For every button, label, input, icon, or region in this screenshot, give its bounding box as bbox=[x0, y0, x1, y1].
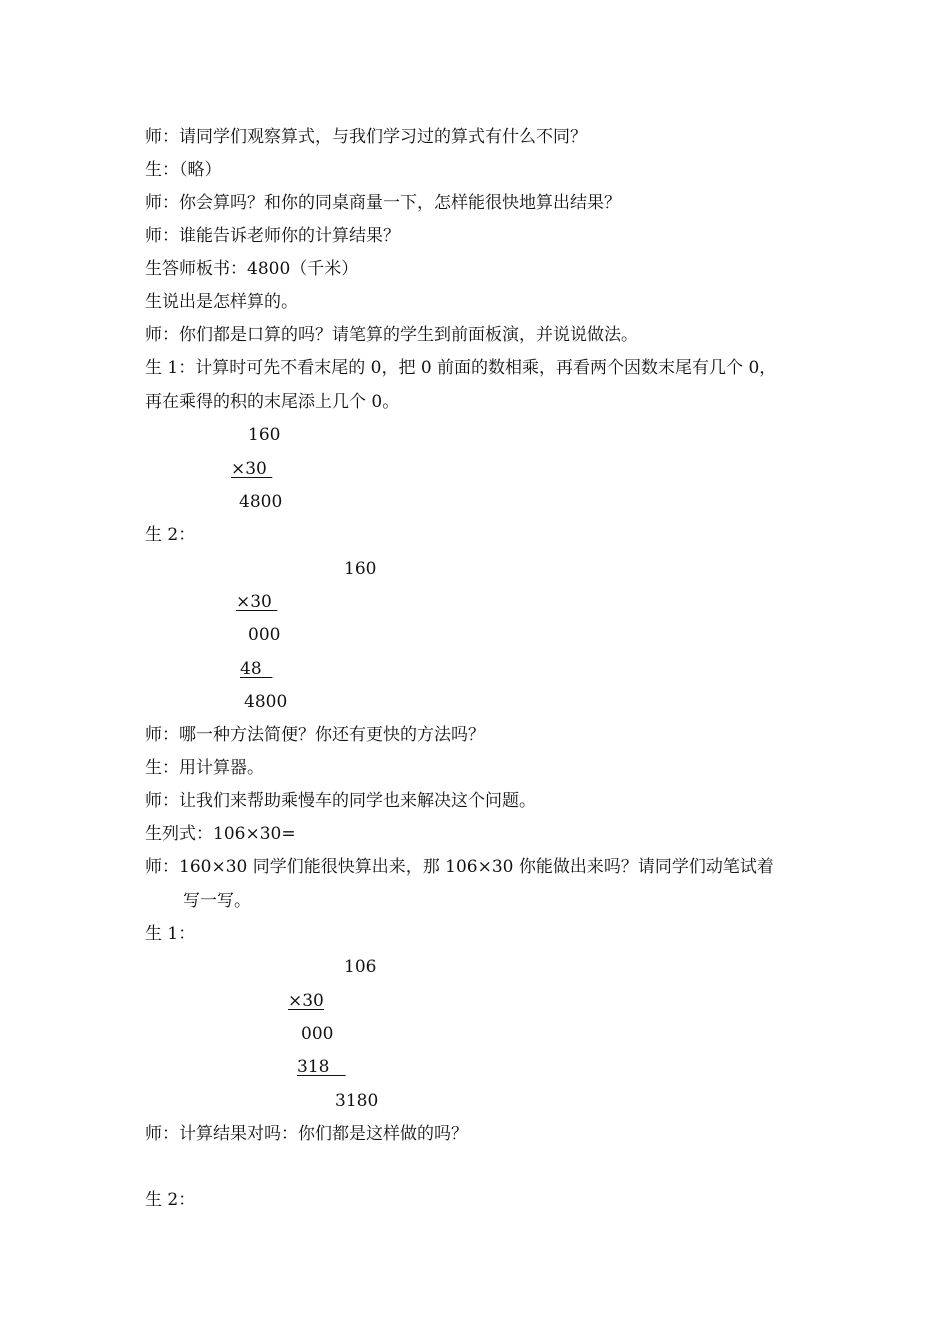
calc3-partial-product-2-text: 318 bbox=[297, 1057, 346, 1077]
calc2-product: 4800 bbox=[244, 692, 288, 712]
calc3-product: 3180 bbox=[335, 1091, 379, 1111]
calc3-multiplier-text: ×30 bbox=[288, 991, 324, 1011]
dialogue-line: 师：让我们来帮助乘慢车的同学也来解决这个问题。 bbox=[145, 791, 536, 811]
dialogue-line: 师：谁能告诉老师你的计算结果？ bbox=[145, 226, 400, 246]
calc3-partial-product-1: 000 bbox=[301, 1024, 334, 1044]
calc1-multiplicand: 160 bbox=[248, 425, 281, 445]
dialogue-line: 师：计算结果对吗：你们都是这样做的吗？ bbox=[145, 1124, 468, 1144]
dialogue-line: 师：你们都是口算的吗？请笔算的学生到前面板演，并说说做法。 bbox=[145, 325, 638, 345]
dialogue-line: 生 2： bbox=[145, 525, 196, 545]
dialogue-line: 生说出是怎样算的。 bbox=[145, 292, 298, 312]
dialogue-line: 生答师板书：4800（千米） bbox=[145, 259, 359, 279]
calc3-multiplier bbox=[288, 990, 324, 1012]
calc1-multiplier-text: ×30 bbox=[231, 459, 273, 479]
dialogue-line: 生 1：计算时可先不看末尾的 0，把 0 前面的数相乘，再看两个因数末尾有几个 0， bbox=[145, 358, 777, 378]
dialogue-line: 生：用计算器。 bbox=[145, 758, 264, 778]
calc1-product: 4800 bbox=[239, 492, 283, 512]
calc1-multiplier bbox=[231, 458, 272, 480]
dialogue-line: 写一写。 bbox=[183, 891, 251, 911]
dialogue-line: 生 2： bbox=[145, 1190, 196, 1210]
dialogue-line: 再在乘得的积的末尾添上几个 0。 bbox=[145, 392, 400, 412]
calc3-partial-product-2 bbox=[297, 1056, 346, 1078]
dialogue-line: 师：你会算吗？和你的同桌商量一下，怎样能很快地算出结果？ bbox=[145, 193, 621, 213]
dialogue-line: 师：哪一种方法简便？你还有更快的方法吗？ bbox=[145, 725, 485, 745]
dialogue-line: 生：（略） bbox=[145, 160, 222, 180]
dialogue-line: 生列式：106×30= bbox=[145, 824, 296, 844]
dialogue-line: 生 1： bbox=[145, 924, 196, 944]
calc3-multiplicand: 106 bbox=[344, 957, 377, 977]
calc2-multiplier-text: ×30 bbox=[236, 592, 278, 612]
calc2-multiplier bbox=[236, 591, 277, 613]
calc2-partial-product-2-text: 48 bbox=[240, 659, 273, 679]
calc2-partial-product-2 bbox=[240, 658, 272, 680]
calc2-multiplicand: 160 bbox=[344, 559, 377, 579]
calc2-partial-product-1: 000 bbox=[248, 625, 281, 645]
dialogue-line: 师：请同学们观察算式，与我们学习过的算式有什么不同？ bbox=[145, 127, 587, 147]
dialogue-line: 师：160×30 同学们能很快算出来，那 106×30 你能做出来吗？请同学们动笔试着 bbox=[145, 857, 774, 877]
